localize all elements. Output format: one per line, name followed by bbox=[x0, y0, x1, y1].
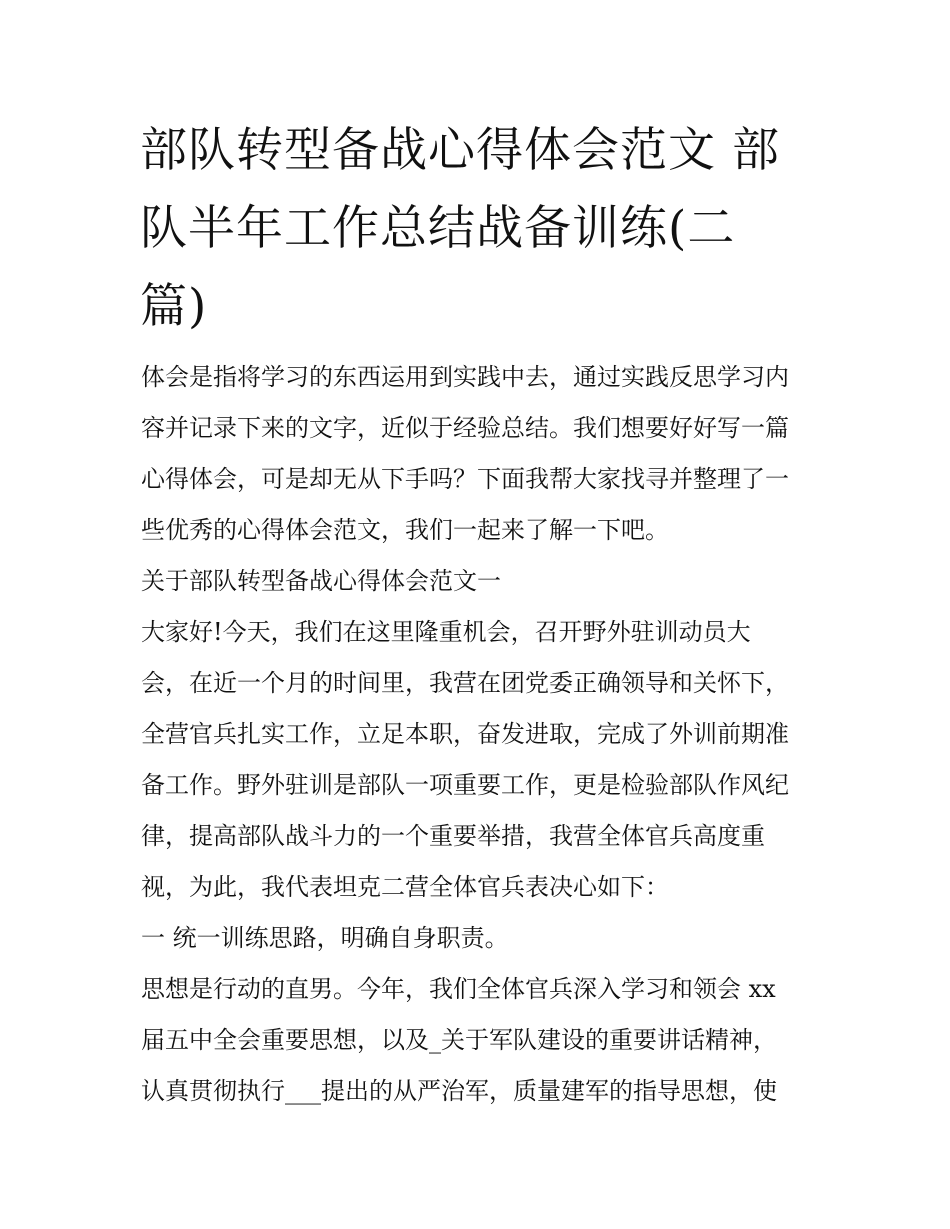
body-line: 视，为此，我代表坦克二营全体官兵表决心如下： bbox=[141, 873, 669, 901]
document-title bbox=[140, 112, 830, 346]
title-line: 队半年工作总结战备训练(二 bbox=[140, 201, 736, 256]
body-line: 备工作。野外驻训是部队一项重要工作，更是检验部队作风纪 bbox=[141, 771, 789, 799]
body-line: 思想是行动的直男。今年，我们全体官兵深入学习和领会 xx bbox=[141, 975, 776, 1003]
document-body bbox=[141, 352, 841, 1117]
section-heading: 关于部队转型备战心得体会范文一 bbox=[141, 567, 501, 595]
title-line: 篇) bbox=[140, 279, 208, 334]
body-line: 律，提高部队战斗力的一个重要举措，我营全体官兵高度重 bbox=[141, 822, 765, 850]
body-line: 心得体会，可是却无从下手吗？下面我帮大家找寻并整理了一 bbox=[141, 465, 789, 493]
body-line: 全营官兵扎实工作，立足本职，奋发进取，完成了外训前期准 bbox=[141, 720, 789, 748]
body-line: 届五中全会重要思想，以及_关于军队建设的重要讲话精神， bbox=[141, 1026, 777, 1054]
title-line: 部队转型备战心得体会范文 部 bbox=[140, 123, 780, 178]
body-line: 些优秀的心得体会范文，我们一起来了解一下吧。 bbox=[141, 516, 669, 544]
body-line: 容并记录下来的文字，近似于经验总结。我们想要好好写一篇 bbox=[141, 414, 789, 442]
subheading: 一 统一训练思路，明确自身职责。 bbox=[141, 924, 509, 952]
body-line: 认真贯彻执行___提出的从严治军，质量建军的指导思想，使 bbox=[141, 1077, 777, 1105]
body-line: 大家好!今天，我们在这里隆重机会，召开野外驻训动员大 bbox=[141, 618, 751, 646]
body-line: 体会是指将学习的东西运用到实践中去，通过实践反思学习内 bbox=[141, 363, 789, 391]
body-line: 会，在近一个月的时间里，我营在团党委正确领导和关怀下， bbox=[141, 669, 789, 697]
